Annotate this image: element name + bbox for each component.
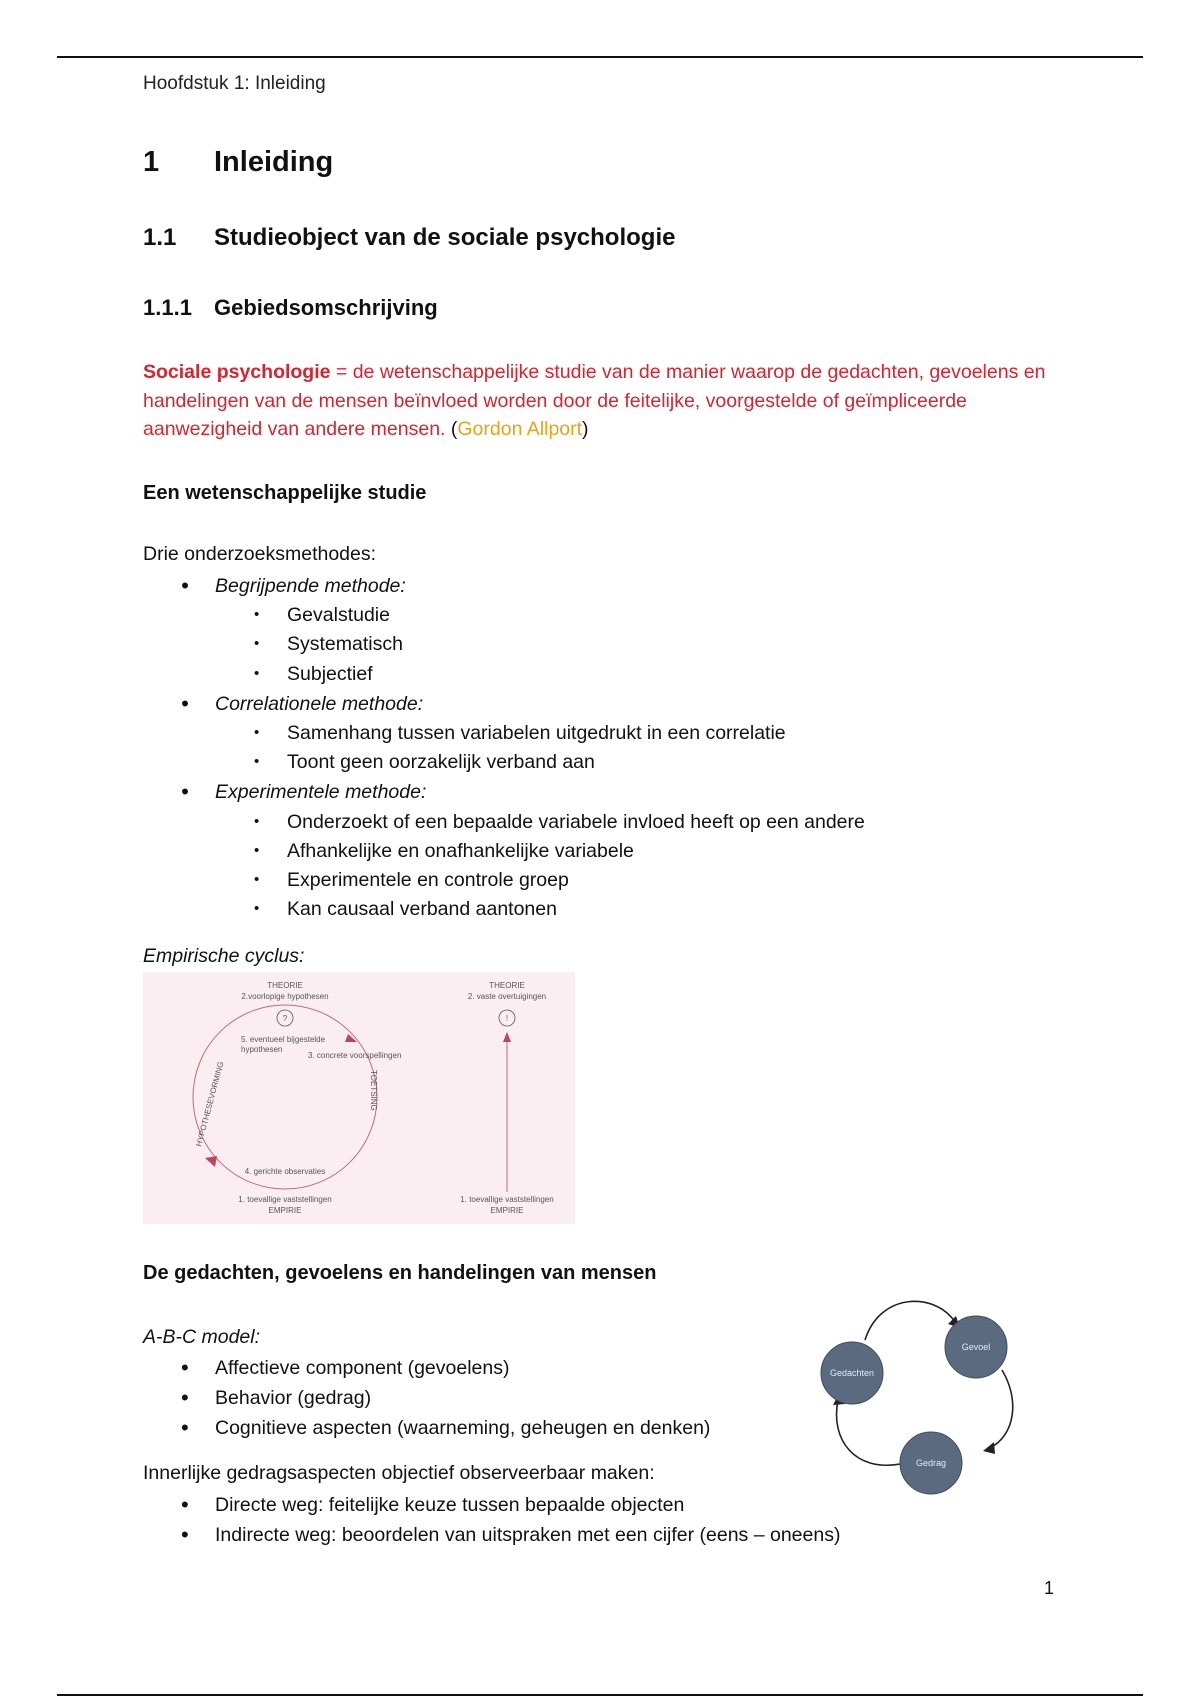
cycle-label: Empirische cyclus: xyxy=(143,945,305,967)
section-number: 1.1 xyxy=(143,224,177,251)
list-item-method: • Correlationele methode: xyxy=(215,693,423,716)
subsection-number: 1.1.1 xyxy=(143,295,192,320)
exclamation-symbol: ! xyxy=(505,1014,509,1023)
node-feeling-label: Gevoel xyxy=(961,1342,991,1352)
definition-term: Sociale psychologie xyxy=(143,361,331,383)
list-item-method: • Experimentele methode: xyxy=(215,781,426,804)
open-paren: ( xyxy=(450,418,458,440)
left-hypotheses-label: 2.voorlopige hypothesen xyxy=(241,992,329,1001)
list-item-point: • Subjectief xyxy=(287,663,373,686)
right-beliefs-label: 2. vaste overtuigingen xyxy=(467,992,547,1001)
list-item-point: • Systematisch xyxy=(287,633,403,656)
subsection-title: Gebiedsomschrijving xyxy=(214,295,438,320)
empirical-cycle-svg xyxy=(143,972,575,1224)
adjusted-hypotheses-label-2: hypothesen xyxy=(241,1045,283,1054)
arrow-thoughts-to-feeling xyxy=(865,1301,955,1340)
right-empiry-label: EMPIRIE xyxy=(490,1206,524,1215)
list-item-observe: • Directe weg: feitelijke keuze tussen bepaalde objecten xyxy=(215,1494,684,1517)
list-item-point: • Experimentele en controle groep xyxy=(287,869,569,892)
right-theory-label: THEORIE xyxy=(489,981,525,990)
abc-model-label: A-B-C model: xyxy=(143,1326,261,1348)
list-item-method: • Begrijpende methode: xyxy=(215,575,406,598)
left-theory-label: THEORIE xyxy=(267,981,303,990)
observe-label: Innerlijke gedragsaspecten objectief observeerbaar maken: xyxy=(143,1462,655,1484)
chapter-heading xyxy=(143,146,333,179)
section-title: Studieobject van de sociale psychologie xyxy=(214,224,676,251)
arrow-head xyxy=(983,1442,995,1454)
abc-cycle-diagram xyxy=(820,1300,1020,1500)
list-item-component: • Cognitieve aspecten (waarneming, geheugen en denken) xyxy=(215,1417,710,1440)
running-header: Hoofdstuk 1: Inleiding xyxy=(143,73,326,94)
list-item-point: • Afhankelijke en onafhankelijke variabele xyxy=(287,840,634,863)
node-thoughts-label: Gedachten xyxy=(829,1368,875,1378)
list-item-point: • Gevalstudie xyxy=(287,604,390,627)
arrow-behavior-to-thoughts xyxy=(837,1400,900,1465)
hypothesis-formation-label: HYPOTHESEVORMING xyxy=(194,1060,226,1148)
abc-cycle-svg xyxy=(820,1300,1020,1500)
arrow-head xyxy=(503,1032,511,1042)
observations-label: 4. gerichte observaties xyxy=(244,1167,326,1176)
page-number: 1 xyxy=(1044,1578,1055,1598)
list-item-point: • Onderzoekt of een bepaalde variabele invloed heeft op een andere xyxy=(287,811,865,834)
close-paren: ) xyxy=(582,418,589,440)
study-heading: Een wetenschappelijke studie xyxy=(143,482,427,504)
left-findings-label: 1. toevallige vaststellingen xyxy=(238,1195,332,1204)
definition-paragraph xyxy=(143,358,1063,444)
definition-text: = de wetenschappelijke studie van de manier waarop de gedachten, gevoelens en handelingen van de mensen beïnvloed worden door de feitelijke, voorgestelde of geïmpliceerde aanwezigheid van andere mensen. xyxy=(143,361,1046,440)
definition-author: Gordon Allport xyxy=(457,418,583,440)
abc-heading: De gedachten, gevoelens en handelingen van mensen xyxy=(143,1262,657,1284)
list-item-observe: • Indirecte weg: beoordelen van uitspraken met een cijfer (eens – oneens) xyxy=(215,1524,840,1547)
list-item-point: • Toont geen oorzakelijk verband aan xyxy=(287,751,595,774)
bottom-rule xyxy=(57,1694,1143,1696)
list-item-point: • Samenhang tussen variabelen uitgedrukt in een correlatie xyxy=(287,722,786,745)
top-rule xyxy=(57,56,1143,58)
arrow-head xyxy=(205,1156,217,1167)
predictions-label: 3. concrete voorspellingen xyxy=(308,1051,402,1060)
methods-intro: Drie onderzoeksmethodes: xyxy=(143,543,377,565)
adjusted-hypotheses-label-1: 5. eventueel bijgestelde xyxy=(241,1035,326,1044)
testing-label: TOETSING xyxy=(369,1070,378,1111)
node-behavior-label: Gedrag xyxy=(915,1458,947,1468)
arrow-feeling-to-behavior xyxy=(990,1370,1013,1448)
right-findings-label: 1. toevallige vaststellingen xyxy=(460,1195,554,1204)
chapter-title: Inleiding xyxy=(214,146,334,178)
cycle-circle xyxy=(193,1005,377,1189)
list-item-point: • Kan causaal verband aantonen xyxy=(287,898,557,921)
section-heading xyxy=(143,224,675,252)
question-symbol: ? xyxy=(282,1014,288,1023)
chapter-number: 1 xyxy=(143,146,160,178)
list-item-component: • Affectieve component (gevoelens) xyxy=(215,1357,509,1380)
left-empiry-label: EMPIRIE xyxy=(268,1206,302,1215)
list-item-component: • Behavior (gedrag) xyxy=(215,1387,371,1410)
empirical-cycle-figure xyxy=(143,972,575,1224)
subsection-heading xyxy=(143,295,438,321)
